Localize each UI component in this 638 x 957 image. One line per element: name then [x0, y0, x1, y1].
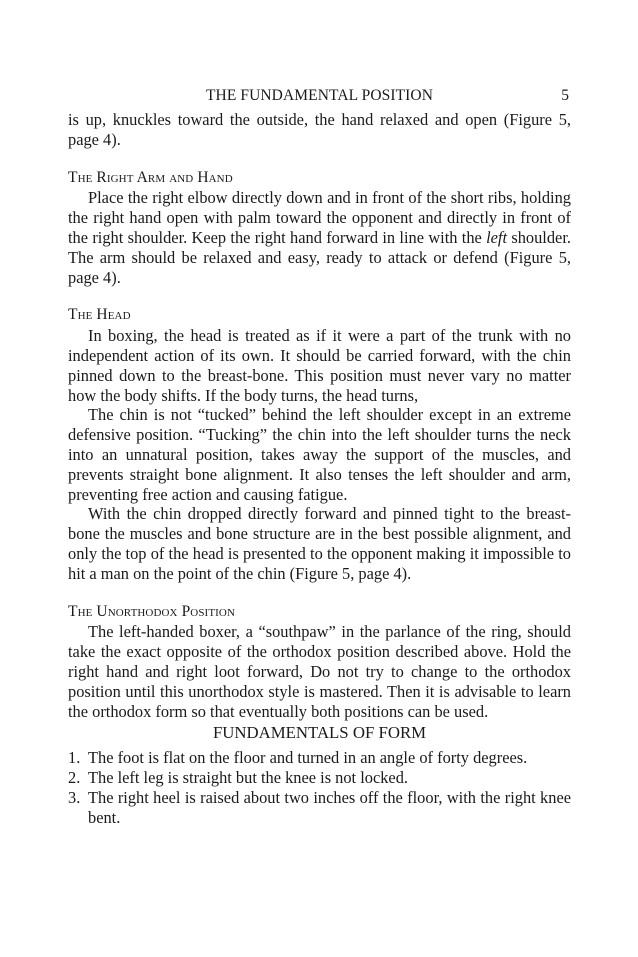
list-item: [68, 748, 571, 768]
running-title: THE FUNDAMENTAL POSITION: [205, 87, 434, 104]
list-item: [68, 788, 571, 828]
list-item-text: The left leg is straight but the knee is not locked.: [88, 767, 408, 787]
list-item-number: 2.: [68, 767, 81, 787]
section-heading-right-arm-and-hand: The Right Arm and Hand: [68, 168, 233, 186]
paragraph-head-1: In boxing, the head is treated as if it were a part of the trunk with no independent action of its own. It should be carried forward, with the chin pinned down to the breast-bone. This position must never vary no matter how the body shifts. If the body turns, the head turns,: [68, 326, 571, 405]
paragraph-unorthodox: The left-handed boxer, a “southpaw” in the parlance of the ring, should take the exact opposite of the orthodox position described above. Hold the right hand and right loot forward, Do not try to change to the orthodox position until this unorthodox style is mastered. Then it is advisable to learn the orthodox form so that eventually both positions can be used.: [68, 622, 571, 721]
paragraph-head-2: The chin is not “tucked” behind the left shoulder except in an extreme defensive position. “Tucking” the chin into the left shoulder turns the neck into an unnatural position, takes away the support of the muscles, and prevents straight bone alignment. It also tenses the left shoulder and arm, preventing free action and causing fatigue.: [68, 405, 571, 504]
paragraph-right-arm: [68, 188, 571, 287]
page-number: 5: [561, 87, 569, 104]
section-heading-head: The Head: [68, 306, 131, 324]
fundamentals-heading: FUNDAMENTALS OF FORM: [212, 723, 427, 743]
list-item: [68, 768, 571, 788]
paragraph-text: shoulder. The arm should be relaxed and easy, ready to attack or defend (Figure 5, page 4).: [68, 227, 571, 287]
list-item-number: 1.: [68, 748, 81, 768]
list-item-text: The right heel is raised about two inches off the floor, with the right knee bent.: [88, 787, 571, 827]
emphasis-text: left: [486, 227, 508, 247]
list-item-number: 3.: [68, 787, 81, 807]
running-header: [68, 86, 571, 106]
opening-paragraph: is up, knuckles toward the outside, the hand relaxed and open (Figure 5, page 4).: [68, 110, 571, 149]
list-item-text: The foot is flat on the floor and turned in an angle of forty degrees.: [88, 748, 528, 768]
section-heading-unorthodox-position: The Unorthodox Position: [68, 602, 235, 620]
paragraph-head-3: With the chin dropped directly forward and pinned tight to the breast-bone the muscles and bone structure are in the best possible alignment, and only the top of the head is presented to the opponent making it impossible to hit a man on the point of the chin (Figure 5, page 4).: [68, 504, 571, 583]
paragraph-text: Place the right elbow directly down and in front of the short ribs, holding the right hand open with palm toward the opponent and directly in front of the right shoulder. Keep the right hand forward in line with the: [68, 188, 571, 247]
book-page: [68, 86, 571, 827]
fundamentals-list: [68, 748, 571, 827]
